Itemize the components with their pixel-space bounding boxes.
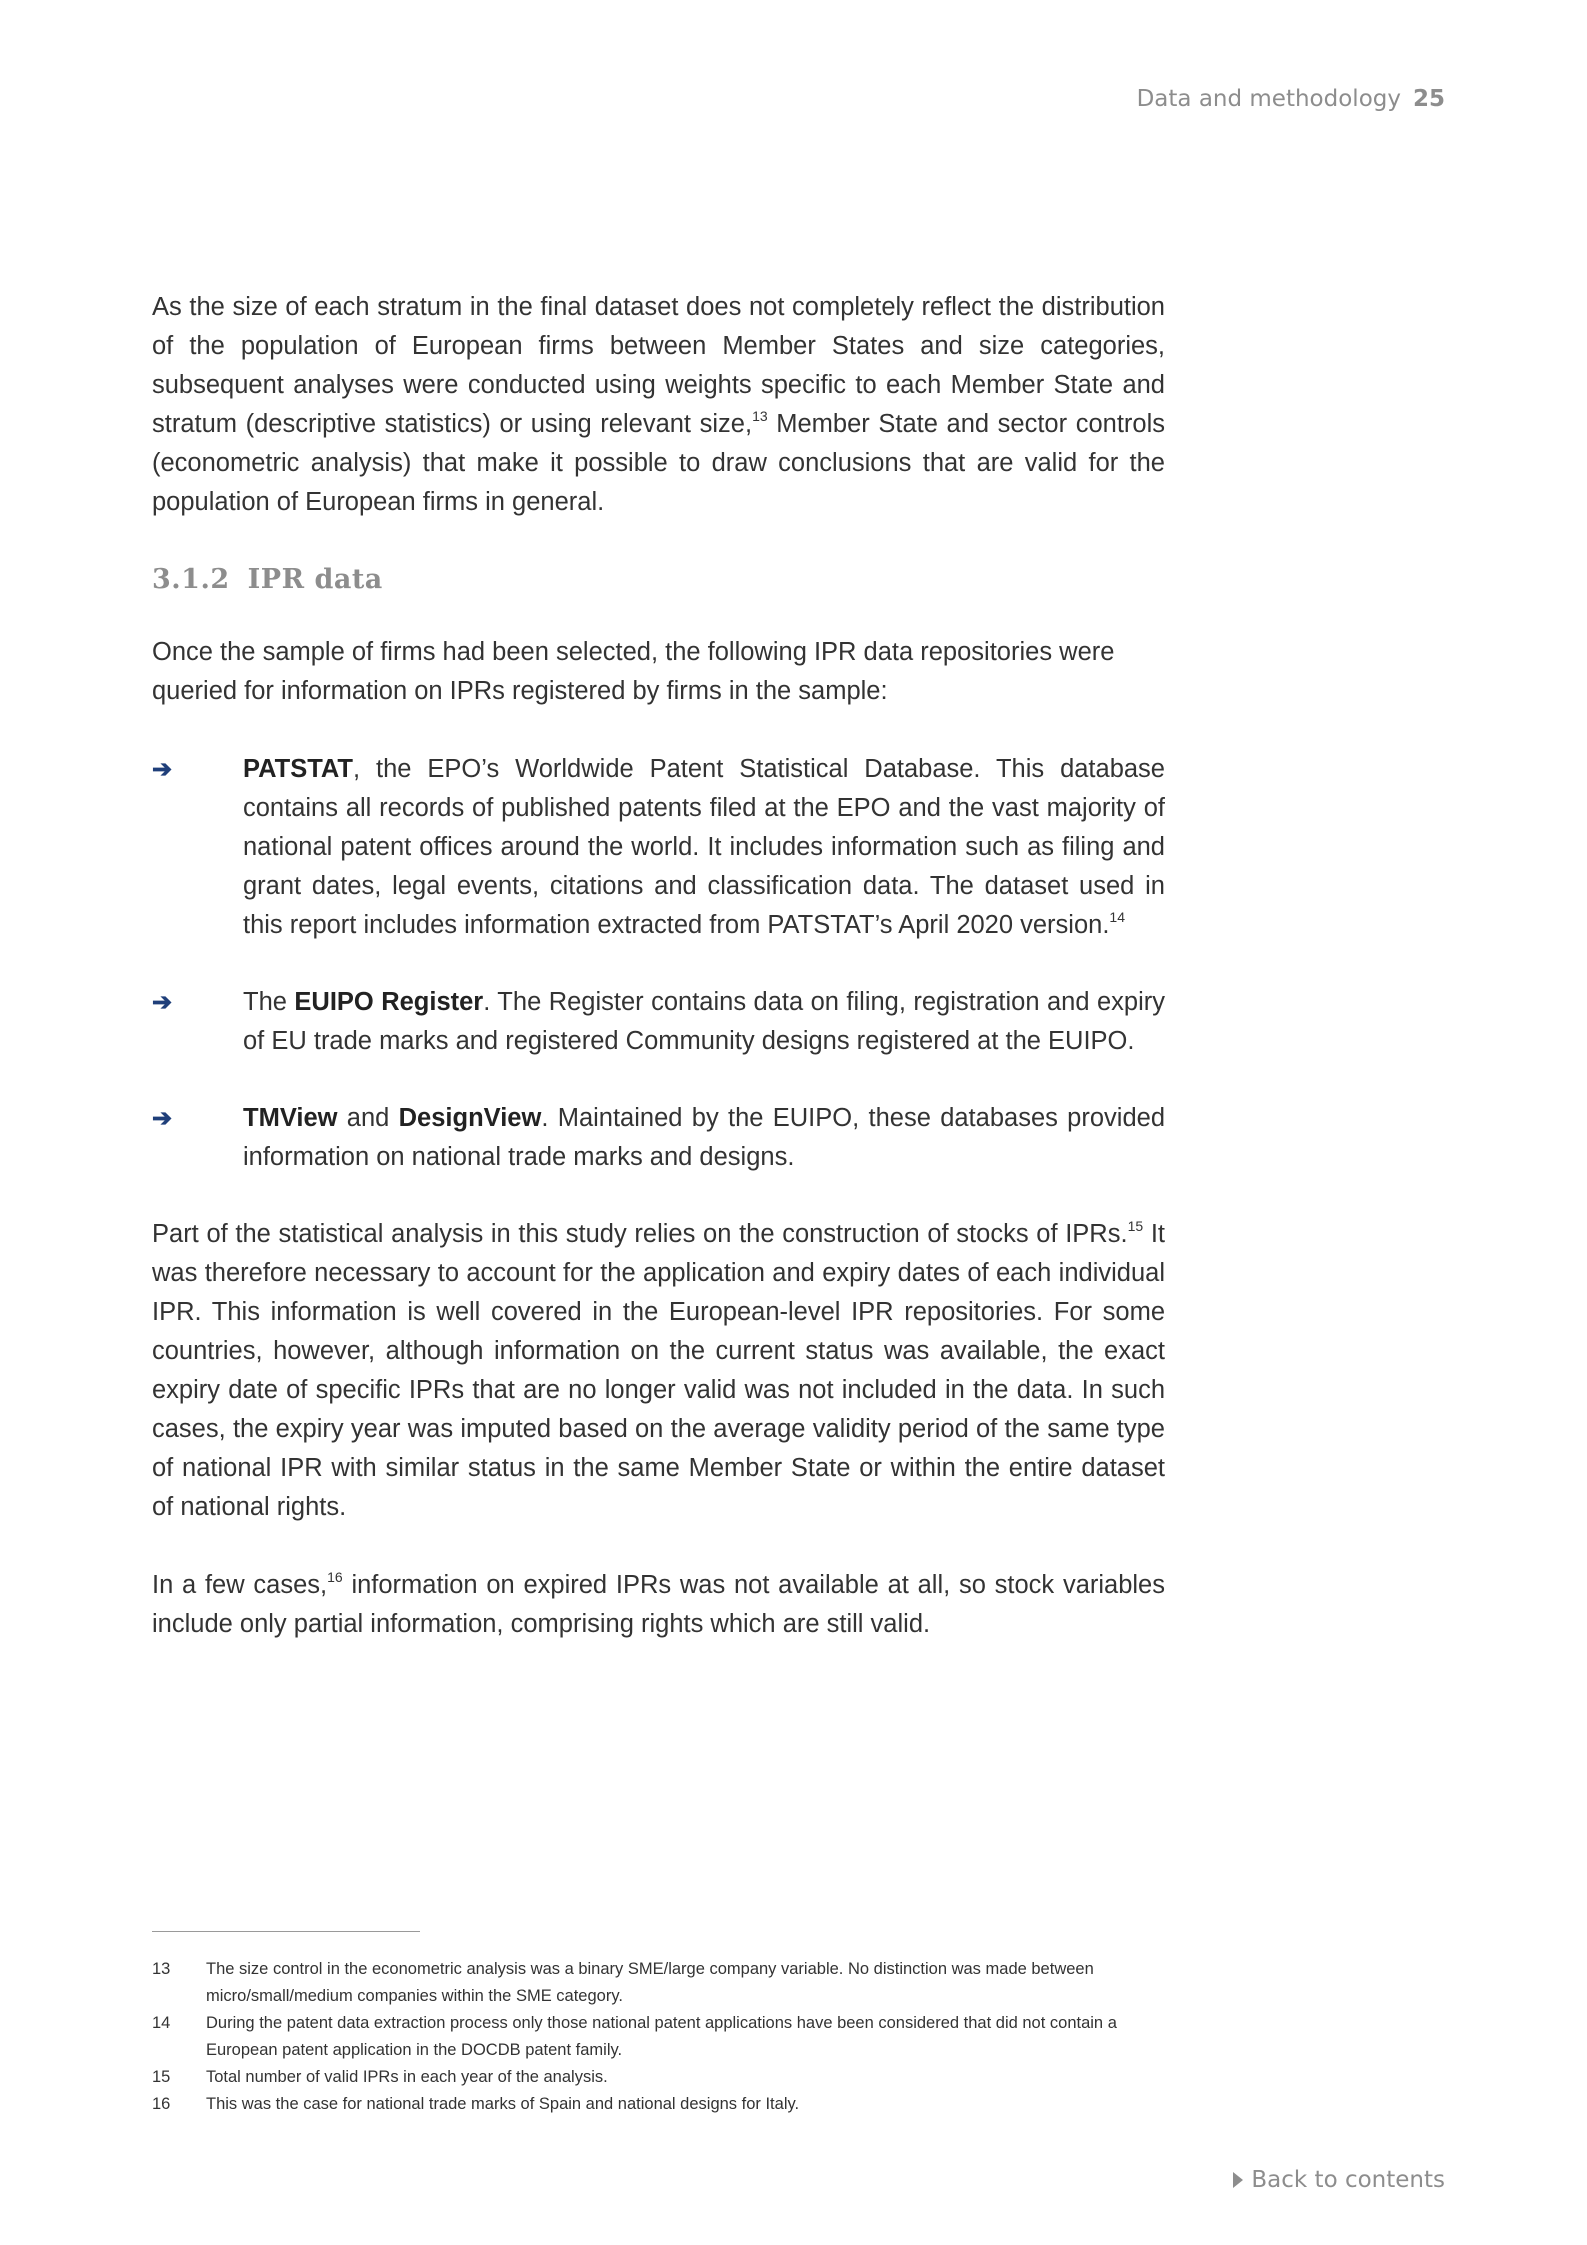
main-content bbox=[152, 288, 1165, 1644]
back-to-contents-label: Back to contents bbox=[1251, 2167, 1445, 2193]
footnote-ref-14[interactable]: 14 bbox=[1109, 908, 1125, 925]
paragraph-text: Member State and sector controls (econometric analysis) that make it possible to draw conclusions that are valid for the population of European firms in general. bbox=[152, 410, 1165, 516]
section-heading bbox=[152, 560, 1165, 599]
arrow-right-icon: ➔ bbox=[152, 756, 173, 783]
paragraph-text: As the size of each stratum in the final dataset does not completely reflect the distribution of the population of European firms between Member States and size categories, subsequent analyses were conducted using weights specific to each Member State and stratum (descriptive statistics) or using relevant size, bbox=[152, 293, 1165, 438]
paragraph-text: Part of the statistical analysis in this study relies on the construction of stocks of IPRs. bbox=[152, 1220, 1128, 1248]
footnote-ref-15[interactable]: 15 bbox=[1127, 1217, 1144, 1234]
bullet-bold: PATSTAT bbox=[243, 755, 354, 783]
bullet-bold: EUIPO Register bbox=[294, 988, 484, 1016]
arrow-right-icon: ➔ bbox=[152, 989, 173, 1016]
footnote-text: Total number of valid IPRs in each year of the analysis. bbox=[206, 2068, 608, 2086]
section-title: IPR data bbox=[247, 564, 383, 595]
bullet-text: . The Register contains data on filing, registration and expiry of EU trade marks and registered Community designs registered at the EUIPO. bbox=[243, 988, 1165, 1055]
footnote-text: This was the case for national trade marks of Spain and national designs for Italy. bbox=[206, 2095, 800, 2113]
footnote-13 bbox=[152, 1956, 1152, 2010]
bullet-bold: DesignView bbox=[398, 1104, 542, 1132]
repository-list bbox=[152, 750, 1165, 1177]
footnotes bbox=[152, 1956, 1152, 2118]
footnote-ref-16[interactable]: 16 bbox=[327, 1568, 343, 1585]
footnote-number: 13 bbox=[152, 1960, 171, 1978]
paragraph-text: In a few cases, bbox=[152, 1571, 328, 1599]
triangle-right-icon bbox=[1233, 2172, 1243, 2188]
list-item bbox=[152, 1099, 1165, 1177]
bullet-text: and bbox=[337, 1104, 399, 1132]
running-header bbox=[1137, 86, 1445, 112]
section-number: 3.1.2 bbox=[152, 564, 230, 595]
header-section-title: Data and methodology bbox=[1136, 86, 1401, 112]
paragraph-stocks bbox=[152, 1215, 1165, 1527]
footnote-number: 15 bbox=[152, 2068, 171, 2086]
paragraph-intro: Once the sample of firms had been selected, the following IPR data repositories were queried for information on IPRs registered by firms in the sample: bbox=[152, 638, 1115, 705]
footnote-number: 14 bbox=[152, 2014, 171, 2032]
footnote-divider bbox=[152, 1931, 420, 1932]
bullet-text: , the EPO’s Worldwide Patent Statistical Database. This database contains all records of published patents filed at the EPO and the vast majority of national patent offices around the world. It includes information such as filing and grant dates, legal events, citations and classification data. The dataset used in this report includes information extracted from PATSTAT’s April 2020 version. bbox=[243, 755, 1165, 939]
list-item bbox=[152, 750, 1165, 945]
footnote-ref-13[interactable]: 13 bbox=[752, 407, 768, 424]
footnote-14 bbox=[152, 2010, 1152, 2064]
list-item bbox=[152, 983, 1165, 1061]
arrow-right-icon: ➔ bbox=[152, 1105, 173, 1132]
paragraph-stratum bbox=[152, 288, 1165, 522]
bullet-text: The bbox=[243, 988, 295, 1016]
footnote-16 bbox=[152, 2091, 1152, 2118]
paragraph-text: It was therefore necessary to account for the application and expiry dates of each individual IPR. This information is well covered in the European-level IPR repositories. For some countries, however, although information on the current status was available, the exact expiry date of specific IPRs that are no longer valid was not included in the data. In such cases, the expiry year was imputed based on the average validity period of the same type of national IPR with similar status in the same Member State or within the entire dataset of national rights. bbox=[152, 1220, 1165, 1521]
footnote-text: During the patent data extraction process only those national patent applications have been considered that did not contain a European patent application in the DOCDB patent family. bbox=[206, 2014, 1117, 2059]
footnote-number: 16 bbox=[152, 2095, 171, 2113]
back-to-contents-link[interactable] bbox=[1233, 2167, 1445, 2193]
footnote-text: The size control in the econometric analysis was a binary SME/large company variable. No distinction was made between micro/small/medium companies within the SME category. bbox=[206, 1960, 1094, 2005]
bullet-bold: TMView bbox=[243, 1104, 338, 1132]
paragraph-text: information on expired IPRs was not available at all, so stock variables include only partial information, comprising rights which are still valid. bbox=[152, 1571, 1165, 1638]
page-number: 25 bbox=[1412, 86, 1445, 112]
bullet-text: . Maintained by the EUIPO, these databases provided information on national trade marks and designs. bbox=[243, 1104, 1165, 1171]
footnote-15 bbox=[152, 2064, 1152, 2091]
paragraph-expired bbox=[152, 1566, 1165, 1644]
